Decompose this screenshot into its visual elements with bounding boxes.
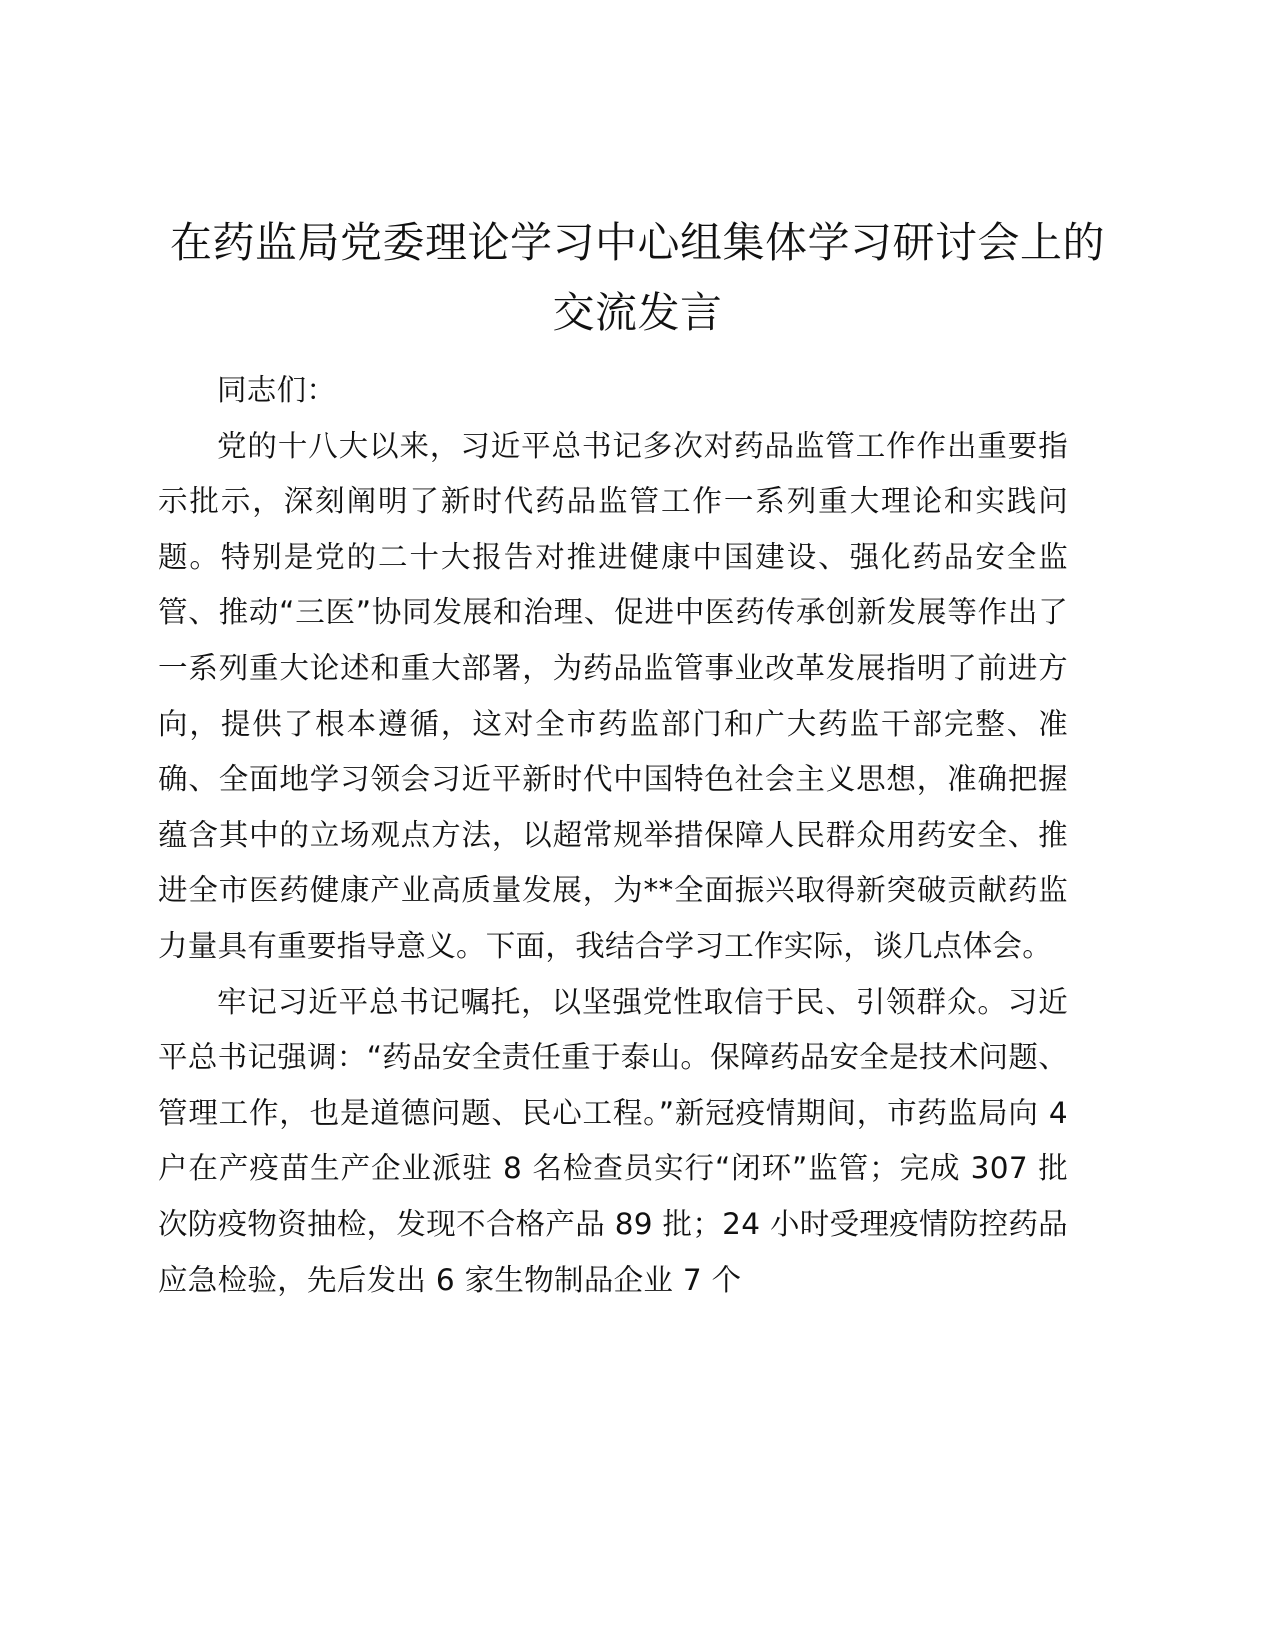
paragraph-section-1: 牢记习近平总书记嘱托，以坚强党性取信于民、引领群众。习近平总书记强调：“药品安全责任重于泰山。保障药品安全是技术问题、管理工作，也是道德问题、民心工程。”新冠疫情期间，市药监局向 4 户在产疫苗生产企业派驻 8 名检查员实行“闭环”监管；完成 307 批次防疫物资抽检，发现不合格产品 89 批；24 小时受理疫情防控药品应急检验，先后发出 6 家生物制品企业 7 个 bbox=[158, 984, 1068, 1297]
salutation: 同志们： bbox=[217, 373, 337, 407]
document-body bbox=[158, 363, 1068, 1308]
document-title: 在药监局党委理论学习中心组集体学习研讨会上的交流发言 bbox=[169, 218, 1105, 337]
paragraph-intro: 党的十八大以来，习近平总书记多次对药品监管工作作出重要指示批示，深刻阐明了新时代药品监管工作一系列重大理论和实践问题。特别是党的二十大报告对推进健康中国建设、强化药品安全监管、推动“三医”协同发展和治理、促进中医药传承创新发展等作出了一系列重大论述和重大部署，为药品监管事业改革发展指明了前进方向，提供了根本遵循，这对全市药监部门和广大药监干部完整、准确、全面地学习领会习近平新时代中国特色社会主义思想，准确把握蕴含其中的立场观点方法，以超常规举措保障人民群众用药安全、推进全市医药健康产业高质量发展，为**全面振兴取得新突破贡献药监力量具有重要指导意义。下面，我结合学习工作实际，谈几点体会。 bbox=[158, 428, 1068, 963]
